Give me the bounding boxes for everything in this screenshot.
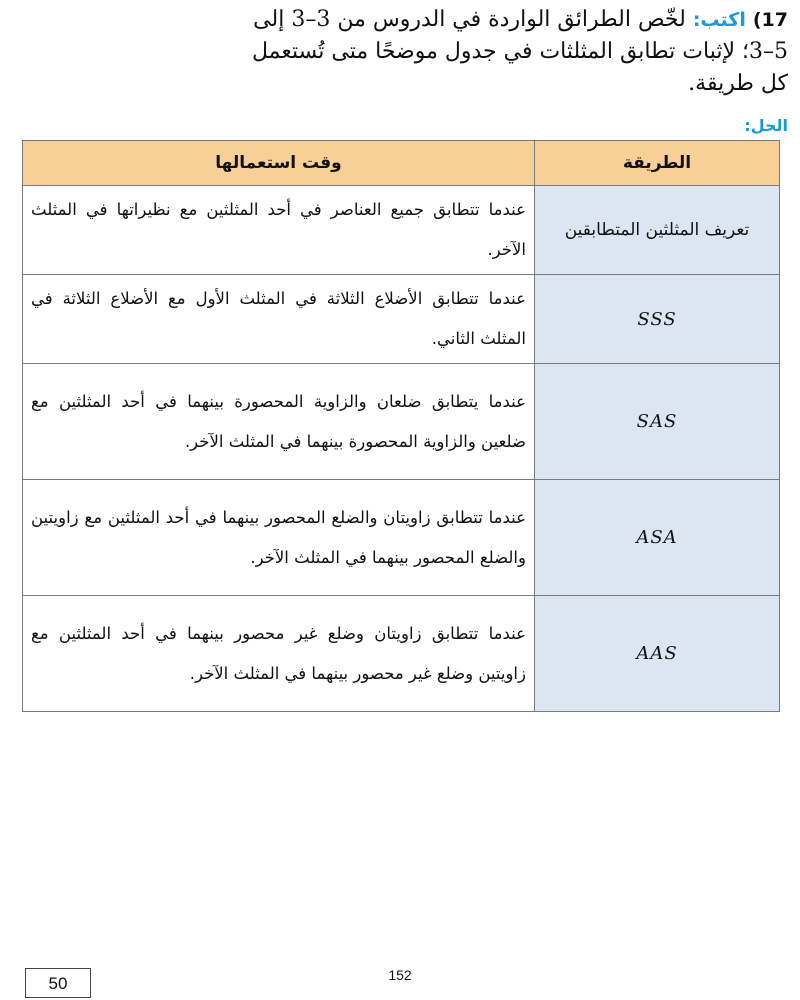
usage-cell: عندما يتطابق ضلعان والزاوية المحصورة بينهما في أحد المثلثين مع ضلعين والزاوية المحصورة بينهما في المثلث الآخر. xyxy=(23,364,535,480)
question-text: لخّص الطرائق الواردة في الدروس من 3–3 إلى 5–3؛ لإثبات تطابق المثلثات في جدول موضحًا متى تُستعمل كل طريقة. xyxy=(252,7,788,96)
table-row xyxy=(23,480,780,596)
usage-cell: عندما تتطابق زاويتان وضلع غير محصور بينهما في أحد المثلثين مع زاويتين وضلع غير محصور بينهما في المثلث الآخر. xyxy=(23,596,535,712)
table-row xyxy=(23,364,780,480)
usage-cell: عندما تتطابق الأضلاع الثلاثة في المثلث الأول مع الأضلاع الثلاثة في المثلث الثاني. xyxy=(23,275,535,364)
header-method: الطريقة xyxy=(535,141,780,186)
question xyxy=(228,4,788,100)
method-cell: AAS xyxy=(535,596,780,712)
method-cell: SAS xyxy=(535,364,780,480)
table-row xyxy=(23,596,780,712)
usage-cell: عندما تتطابق زاويتان والضلع المحصور بينهما في أحد المثلثين مع زاويتين والضلع المحصور بينهما في المثلث الآخر. xyxy=(23,480,535,596)
method-cell: ASA xyxy=(535,480,780,596)
method-cell: SSS xyxy=(535,275,780,364)
methods-table xyxy=(22,140,780,712)
method-cell: تعريف المثلثين المتطابقين xyxy=(535,186,780,275)
table-row xyxy=(23,186,780,275)
question-number: 17) xyxy=(752,9,788,31)
page-box: 50 xyxy=(25,968,91,998)
table-row xyxy=(23,275,780,364)
question-keyword: اكتب: xyxy=(692,9,746,31)
table-header-row xyxy=(23,141,780,186)
page-number: 152 xyxy=(388,967,412,983)
usage-cell: عندما تتطابق جميع العناصر في أحد المثلثين مع نظيراتها في المثلث الآخر. xyxy=(23,186,535,275)
header-usage: وقت استعمالها xyxy=(23,141,535,186)
solution-label: الحل: xyxy=(744,116,788,135)
